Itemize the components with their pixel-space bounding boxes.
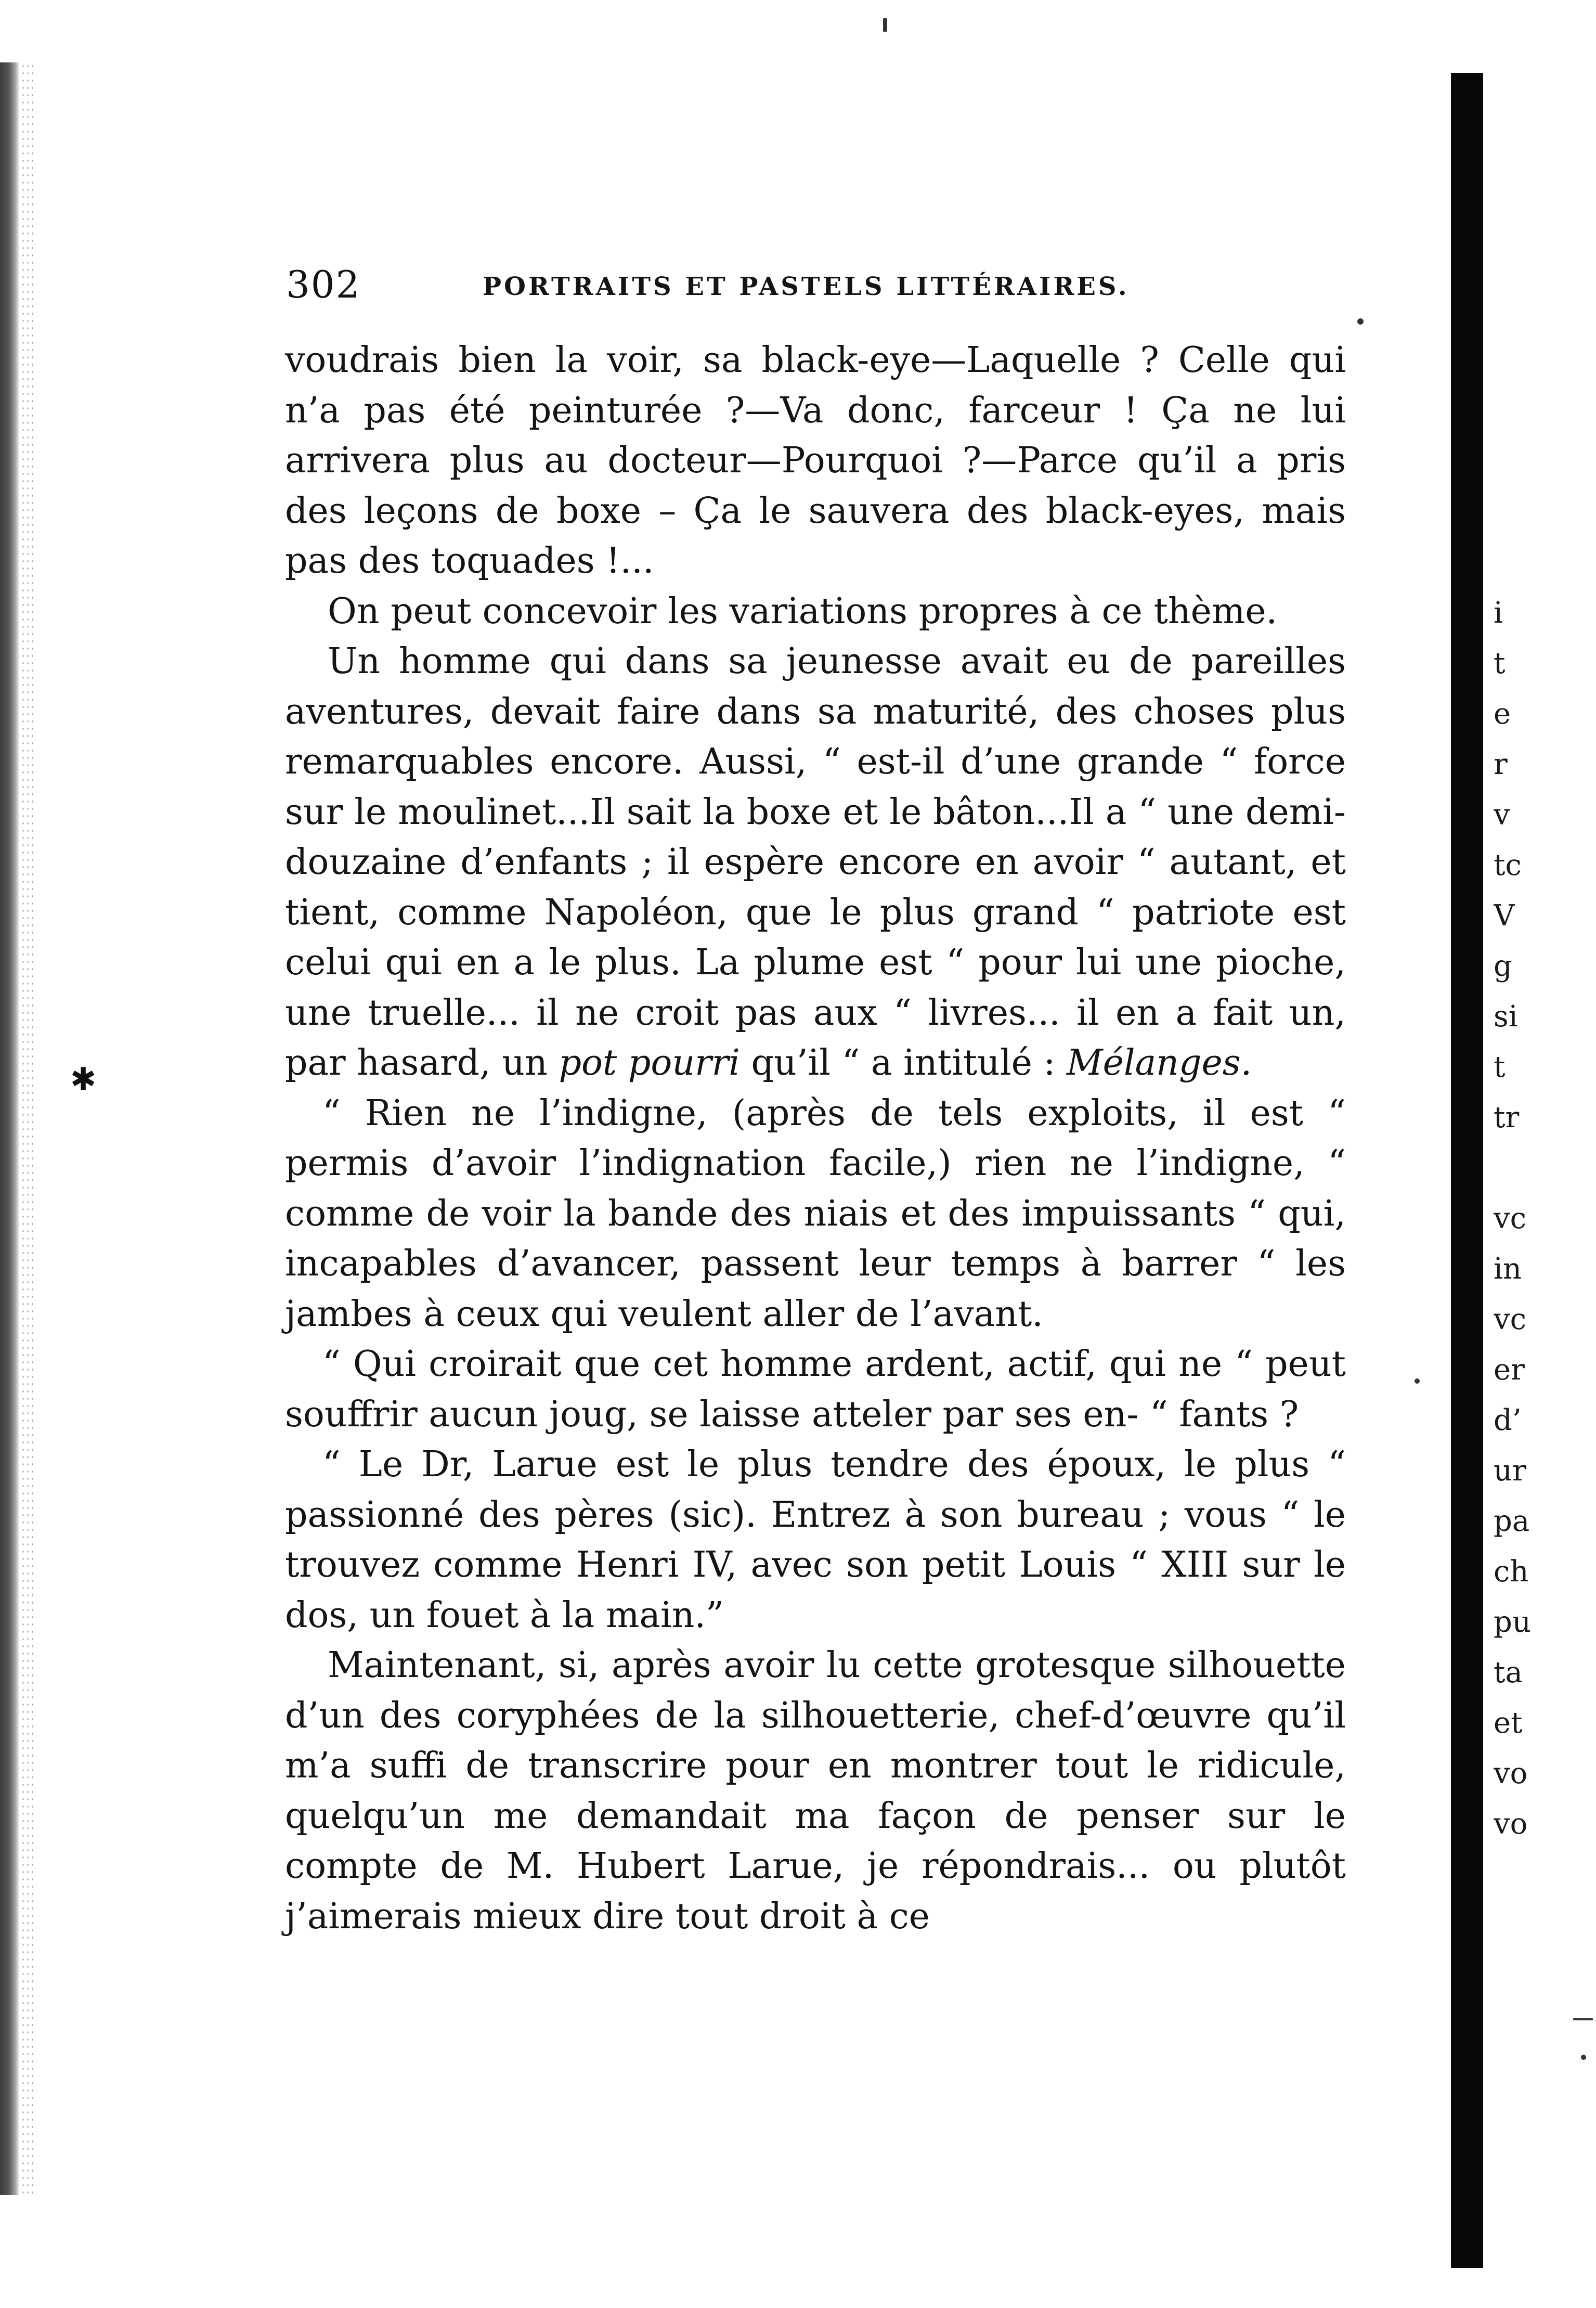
paragraph: Maintenant, si, après avoir lu cette grotesque silhouette d’un des coryphées de la silhouetterie, chef-d’œuvre qu’il m’a suffi de transcrire pour en montrer tout le ridicule, quelqu’un me demandait ma façon de penser sur le compte de M. Hubert Larue, je répondrais... ou plutôt j’aimerais mieux dire tout droit à ce	[285, 1645, 1346, 1937]
binding-shadow-left	[0, 62, 20, 2195]
paragraph: “ Le Dr, Larue est le plus tendre des époux, le plus “ passionné des pères (sic). Entrez à son bureau ; vous “ le trouvez comme Henri IV, avec son petit Louis “ XIII sur le dos, un fouet à la main.”	[285, 1444, 1346, 1636]
scan-speck	[1581, 2055, 1586, 2060]
running-head	[285, 263, 1346, 325]
fragment: V	[1494, 899, 1515, 933]
paragraph-text: qu’il “ a intitulé :	[751, 1042, 1056, 1084]
fragment: vo	[1494, 1807, 1528, 1841]
italic-text: Mélanges.	[1066, 1042, 1252, 1084]
book-page	[285, 263, 1346, 1942]
fragment: t	[1494, 1050, 1506, 1084]
fragment: vc	[1494, 1303, 1526, 1336]
paragraph-text: Un homme qui dans sa jeunesse avait eu de pareilles aventures, devait faire dans sa maturité, des choses plus remarquables encore. Aussi, “ est-il d’une grande “ force sur le moulinet...Il sait la boxe et le bâton...Il a “ une demi-douzaine d’enfants ; il espère encore en avoir “ autant, et tient, comme Napoléon, que le plus grand “ patriote est celui qui en a le plus. La plume est “ pour lui une pioche, une truelle... il ne croit pas aux “ livres... il en a fait un, par hasard, un	[285, 641, 1346, 1084]
fragment: ch	[1494, 1555, 1529, 1589]
fragment: i	[1494, 596, 1503, 630]
fragment: pu	[1494, 1605, 1531, 1639]
fragment: vc	[1494, 1202, 1526, 1235]
fragment: t	[1494, 647, 1506, 680]
scan-speck	[1573, 2018, 1593, 2020]
binding-texture	[21, 62, 36, 2195]
running-title: PORTRAITS ET PASTELS LITTÉRAIRES.	[483, 272, 1130, 301]
fragment: ur	[1494, 1454, 1526, 1488]
fragment: g	[1494, 949, 1512, 983]
fragment: ta	[1494, 1656, 1523, 1690]
paragraph	[285, 637, 1346, 1089]
gutter-shadow-right	[1451, 73, 1483, 2268]
fragment: d’	[1494, 1403, 1522, 1437]
fragment: v	[1494, 798, 1510, 832]
margin-ink-mark: ✱	[70, 1061, 97, 1098]
fragment: e	[1494, 697, 1511, 731]
fragment: in	[1494, 1252, 1522, 1286]
fragment: r	[1494, 747, 1508, 781]
page-number: 302	[286, 263, 361, 306]
fragment: tr	[1494, 1101, 1520, 1134]
fragment	[1494, 1143, 1596, 1193]
paragraph: “ Qui croirait que cet homme ardent, actif, qui ne “ peut souffrir aucun joug, se laisse atteler par ses en- “ fants ?	[285, 1344, 1346, 1435]
paragraph: On peut concevoir les variations propres à ce thème.	[328, 590, 1278, 632]
fragment: vo	[1494, 1757, 1528, 1790]
scan-speck	[883, 18, 887, 32]
scan-speck	[1357, 318, 1364, 325]
italic-text: pot pourri	[559, 1042, 740, 1084]
paragraph: voudrais bien la voir, sa black-eye—Laquelle ? Celle qui n’a pas été peinturée ?—Va donc, farceur ! Ça ne lui arrivera plus au docteur—Pourquoi ?—Parce qu’il a pris des leçons de boxe – Ça le sauvera des black-eyes, mais pas des toquades !...	[285, 340, 1346, 582]
fragment: er	[1494, 1353, 1525, 1387]
scan-speck	[1415, 1378, 1420, 1384]
fragment: si	[1494, 1000, 1518, 1034]
body-text	[285, 336, 1346, 1942]
fragment: et	[1494, 1706, 1523, 1740]
adjacent-page-fragments	[1494, 588, 1596, 1849]
fragment: tc	[1494, 848, 1522, 882]
paragraph: “ Rien ne l’indigne, (après de tels exploits, il est “ permis d’avoir l’indignation facile,) rien ne l’indigne, “ comme de voir la bande des niais et des impuissants “ qui, incapables d’avancer, passent leur temps à barrer “ les jambes à ceux qui veulent aller de l’avant.	[285, 1092, 1346, 1335]
fragment: pa	[1494, 1504, 1530, 1538]
